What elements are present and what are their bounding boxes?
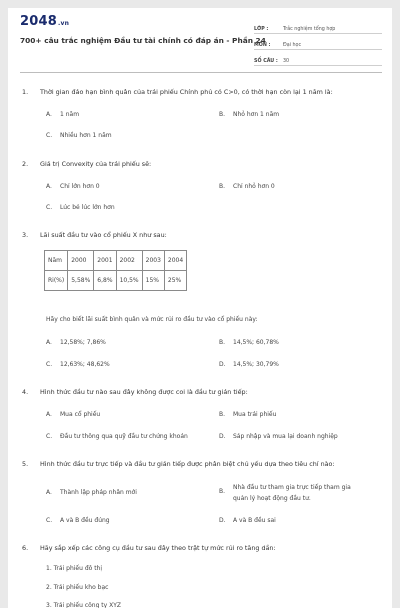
question-2 (22, 160, 151, 168)
table-cell: 2002 (116, 251, 142, 271)
option-text: Sáp nhập và mua lại doanh nghiệp (233, 433, 338, 440)
table-cell: Ri(%) (45, 271, 68, 291)
option-letter: D. (219, 433, 226, 440)
option-2a[interactable] (46, 183, 100, 190)
option-4b[interactable] (219, 411, 276, 418)
option-3c[interactable] (46, 361, 110, 368)
list-item: 1. Trái phiếu đô thị (46, 565, 103, 572)
option-2c[interactable] (46, 204, 115, 211)
option-text: A và B đều sai (233, 517, 276, 524)
option-letter: C. (46, 204, 53, 211)
option-3d[interactable] (219, 361, 279, 368)
option-text: Nhỏ hơn 1 năm (233, 111, 280, 118)
document-page (8, 8, 392, 608)
meta-row-count (254, 50, 382, 66)
question-text: Hãy sắp xếp các công cụ đầu tư sau đây theo trật tự mức rủi ro tăng dần: (40, 544, 276, 552)
table-cell: 2000 (68, 251, 94, 271)
table-cell: Năm (45, 251, 68, 271)
page-title: 700+ câu trắc nghiệm Đầu tư tài chính có đáp án - Phần 24 (20, 36, 266, 45)
option-text: Thành lập pháp nhân mới (60, 489, 137, 496)
question-text: Hình thức đầu tư trực tiếp và đầu tư gián tiếp được phân biệt chủ yếu dựa theo tiêu chí nào: (40, 460, 335, 468)
option-4c[interactable] (46, 433, 188, 440)
table-row (45, 271, 187, 291)
option-letter: D. (219, 517, 226, 524)
option-5b[interactable] (219, 482, 359, 504)
question-number: 6. (22, 544, 29, 552)
returns-table (44, 250, 187, 291)
meta-row-subject (254, 34, 382, 50)
table-cell: 2003 (142, 251, 164, 271)
option-5c[interactable] (46, 517, 110, 524)
option-4d[interactable] (219, 433, 338, 440)
option-text: Nhiều hơn 1 năm (60, 132, 112, 139)
meta-panel (254, 18, 382, 66)
option-letter: B. (219, 183, 226, 190)
question-number: 5. (22, 460, 29, 468)
list-item: 2. Trái phiếu kho bạc (46, 584, 109, 591)
option-letter: A. (46, 339, 52, 346)
logo-number: 2048 (20, 14, 57, 29)
logo-suffix: .vn (57, 20, 70, 27)
option-text: 14,5%; 30,79% (233, 361, 279, 368)
option-1a[interactable] (46, 111, 79, 118)
table-cell: 10,5% (116, 271, 142, 291)
question-3 (22, 231, 167, 239)
option-letter: B. (219, 488, 226, 495)
table-cell: 25% (164, 271, 186, 291)
question-text: Thời gian đáo hạn bình quân của trái phiếu Chính phủ có C>0, có thời hạn còn lại 1 năm là: (40, 88, 333, 96)
question-number: 1. (22, 88, 29, 96)
document-header (8, 8, 392, 70)
question-number: 3. (22, 231, 29, 239)
option-1c[interactable] (46, 132, 112, 139)
meta-value: 30 (283, 59, 290, 64)
option-text: 12,58%; 7,86% (60, 339, 106, 346)
option-letter: C. (46, 132, 53, 139)
option-text: Đầu tư thông qua quỹ đầu tư chứng khoán (60, 433, 188, 440)
option-letter: B. (219, 111, 226, 118)
option-3a[interactable] (46, 339, 106, 346)
option-letter: A. (46, 183, 52, 190)
meta-label: SỐ CÂU : (254, 59, 278, 64)
option-text: Chỉ nhỏ hơn 0 (233, 183, 275, 190)
question-note: Hãy cho biết lãi suất bình quân và mức rủi ro đầu tư vào cổ phiếu này: (46, 316, 258, 323)
question-1 (22, 88, 333, 96)
option-letter: C. (46, 433, 53, 440)
option-5a[interactable] (46, 489, 137, 496)
option-letter: B. (219, 339, 226, 346)
meta-value: Đại học (283, 43, 302, 48)
option-2b[interactable] (219, 183, 275, 190)
option-text: 14,5%; 60,78% (233, 339, 279, 346)
option-letter: A. (46, 489, 52, 496)
table-cell: 5,58% (68, 271, 94, 291)
question-4 (22, 388, 248, 396)
table-cell: 6,8% (94, 271, 116, 291)
table-cell: 2001 (94, 251, 116, 271)
option-text: Lúc bé lúc lớn hơn (60, 204, 115, 211)
meta-row-class (254, 18, 382, 34)
question-5 (22, 460, 335, 468)
option-text: 12,63%; 48,62% (60, 361, 110, 368)
question-number: 4. (22, 388, 29, 396)
option-letter: D. (219, 361, 226, 368)
option-letter: C. (46, 361, 53, 368)
table-cell: 2004 (164, 251, 186, 271)
option-letter: B. (219, 411, 226, 418)
question-text: Hình thức đầu tư nào sau đây không được coi là đầu tư gián tiếp: (40, 388, 248, 396)
option-5d[interactable] (219, 517, 276, 524)
option-text: A và B đều đúng (60, 517, 110, 524)
option-text: Chỉ lớn hơn 0 (60, 183, 100, 190)
option-text: Mua cổ phiếu (60, 411, 101, 418)
option-1b[interactable] (219, 111, 279, 118)
site-logo[interactable] (20, 14, 69, 29)
option-text: Nhà đầu tư tham gia trực tiếp tham gia quản lý hoạt động đầu tư. (233, 484, 351, 502)
meta-value: Trắc nghiệm tổng hợp (283, 27, 336, 32)
option-text: Mua trái phiếu (233, 411, 277, 418)
option-3b[interactable] (219, 339, 279, 346)
meta-label: LỚP : (254, 27, 269, 32)
list-item: 3. Trái phiếu công ty XYZ (46, 602, 121, 608)
option-4a[interactable] (46, 411, 100, 418)
option-text: 1 năm (60, 111, 80, 118)
option-letter: A. (46, 411, 52, 418)
question-text: Lãi suất đầu tư vào cổ phiếu X như sau: (40, 231, 167, 239)
table-cell: 15% (142, 271, 164, 291)
question-text: Giá trị Convexity của trái phiếu sẽ: (40, 160, 152, 168)
table-row (45, 251, 187, 271)
option-letter: C. (46, 517, 53, 524)
question-number: 2. (22, 160, 29, 168)
option-letter: A. (46, 111, 52, 118)
question-6 (22, 544, 276, 552)
header-divider (20, 72, 382, 73)
meta-label: MÔN : (254, 43, 271, 48)
